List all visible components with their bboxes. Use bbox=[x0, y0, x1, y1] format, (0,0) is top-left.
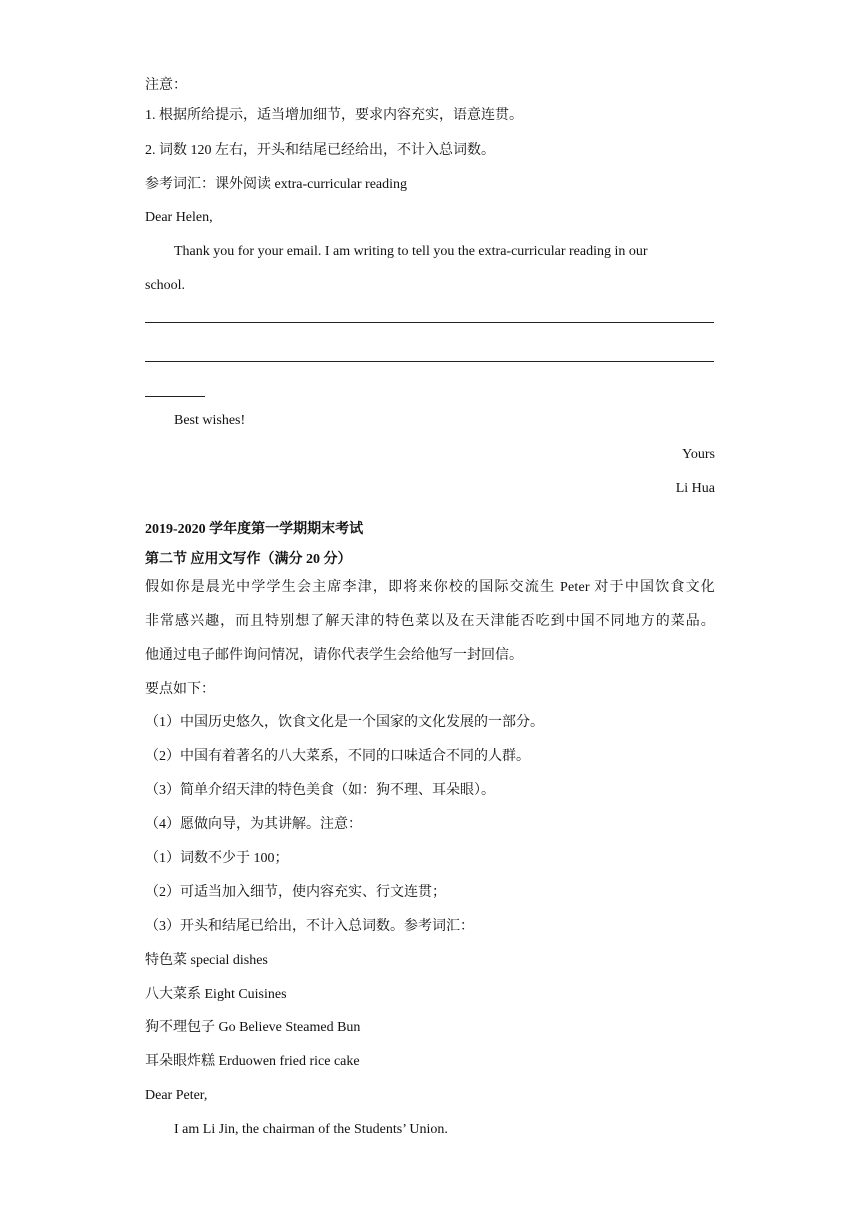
answer-blank-line-3 bbox=[145, 396, 205, 397]
vocab-item-1: 特色菜 special dishes bbox=[145, 953, 268, 968]
note-1: （1）词数不少于 100； bbox=[145, 851, 289, 866]
notice-item-1: 1. 根据所给提示，适当增加细节，要求内容充实，语意连贯。 bbox=[145, 108, 523, 123]
vocab-item-4: 耳朵眼炸糕 Erduowen fried rice cake bbox=[145, 1054, 360, 1069]
vocab-item-3: 狗不理包子 Go Believe Steamed Bun bbox=[145, 1020, 361, 1035]
answer-blank-line-1 bbox=[145, 322, 714, 323]
signature-name: Li Hua bbox=[675, 481, 715, 496]
opening-line-2: school. bbox=[145, 278, 186, 293]
note-2: （2）可适当加入细节，使内容充实、行文连贯； bbox=[145, 885, 446, 900]
vocab-hint: 参考词汇：课外阅读 extra-curricular reading bbox=[145, 177, 408, 192]
prompt-line-2: 非常感兴趣，而且特别想了解天津的特色菜以及在天津能否吃到中国不同地方的菜品。 bbox=[145, 614, 715, 629]
closing-best-wishes: Best wishes! bbox=[174, 413, 246, 428]
vocab-item-2: 八大菜系 Eight Cuisines bbox=[145, 987, 287, 1002]
point-4: （4）愿做向导，为其讲解。注意： bbox=[145, 817, 362, 832]
notice-item-2: 2. 词数 120 左右，开头和结尾已经给出，不计入总词数。 bbox=[145, 143, 495, 158]
point-2: （2）中国有着著名的八大菜系，不同的口味适合不同的人群。 bbox=[145, 749, 530, 764]
prompt-line-1: 假如你是晨光中学学生会主席李津，即将来你校的国际交流生 Peter 对于中国饮食文化 bbox=[145, 580, 715, 595]
notice-label: 注意： bbox=[145, 78, 187, 93]
point-1: （1）中国历史悠久，饮食文化是一个国家的文化发展的一部分。 bbox=[145, 715, 544, 730]
opening-line-peter: I am Li Jin, the chairman of the Students’ Union. bbox=[174, 1122, 448, 1137]
answer-blank-line-2 bbox=[145, 361, 714, 362]
note-3: （3）开头和结尾已给出，不计入总词数。参考词汇： bbox=[145, 919, 474, 934]
salutation-helen: Dear Helen, bbox=[145, 210, 213, 225]
opening-line-1: Thank you for your email. I am writing to tell you the extra-curricular reading in our bbox=[174, 244, 648, 259]
exam-title: 2019-2020 学年度第一学期期末考试 bbox=[145, 522, 364, 537]
salutation-peter: Dear Peter, bbox=[145, 1088, 208, 1103]
section-heading: 第二节 应用文写作（满分 20 分） bbox=[145, 552, 352, 567]
prompt-line-3: 他通过电子邮件询问情况，请你代表学生会给他写一封回信。 bbox=[145, 648, 523, 663]
point-3: （3）简单介绍天津的特色美食（如：狗不理、耳朵眼）。 bbox=[145, 783, 495, 798]
points-label: 要点如下： bbox=[145, 682, 215, 697]
signature-yours: Yours bbox=[682, 447, 715, 462]
